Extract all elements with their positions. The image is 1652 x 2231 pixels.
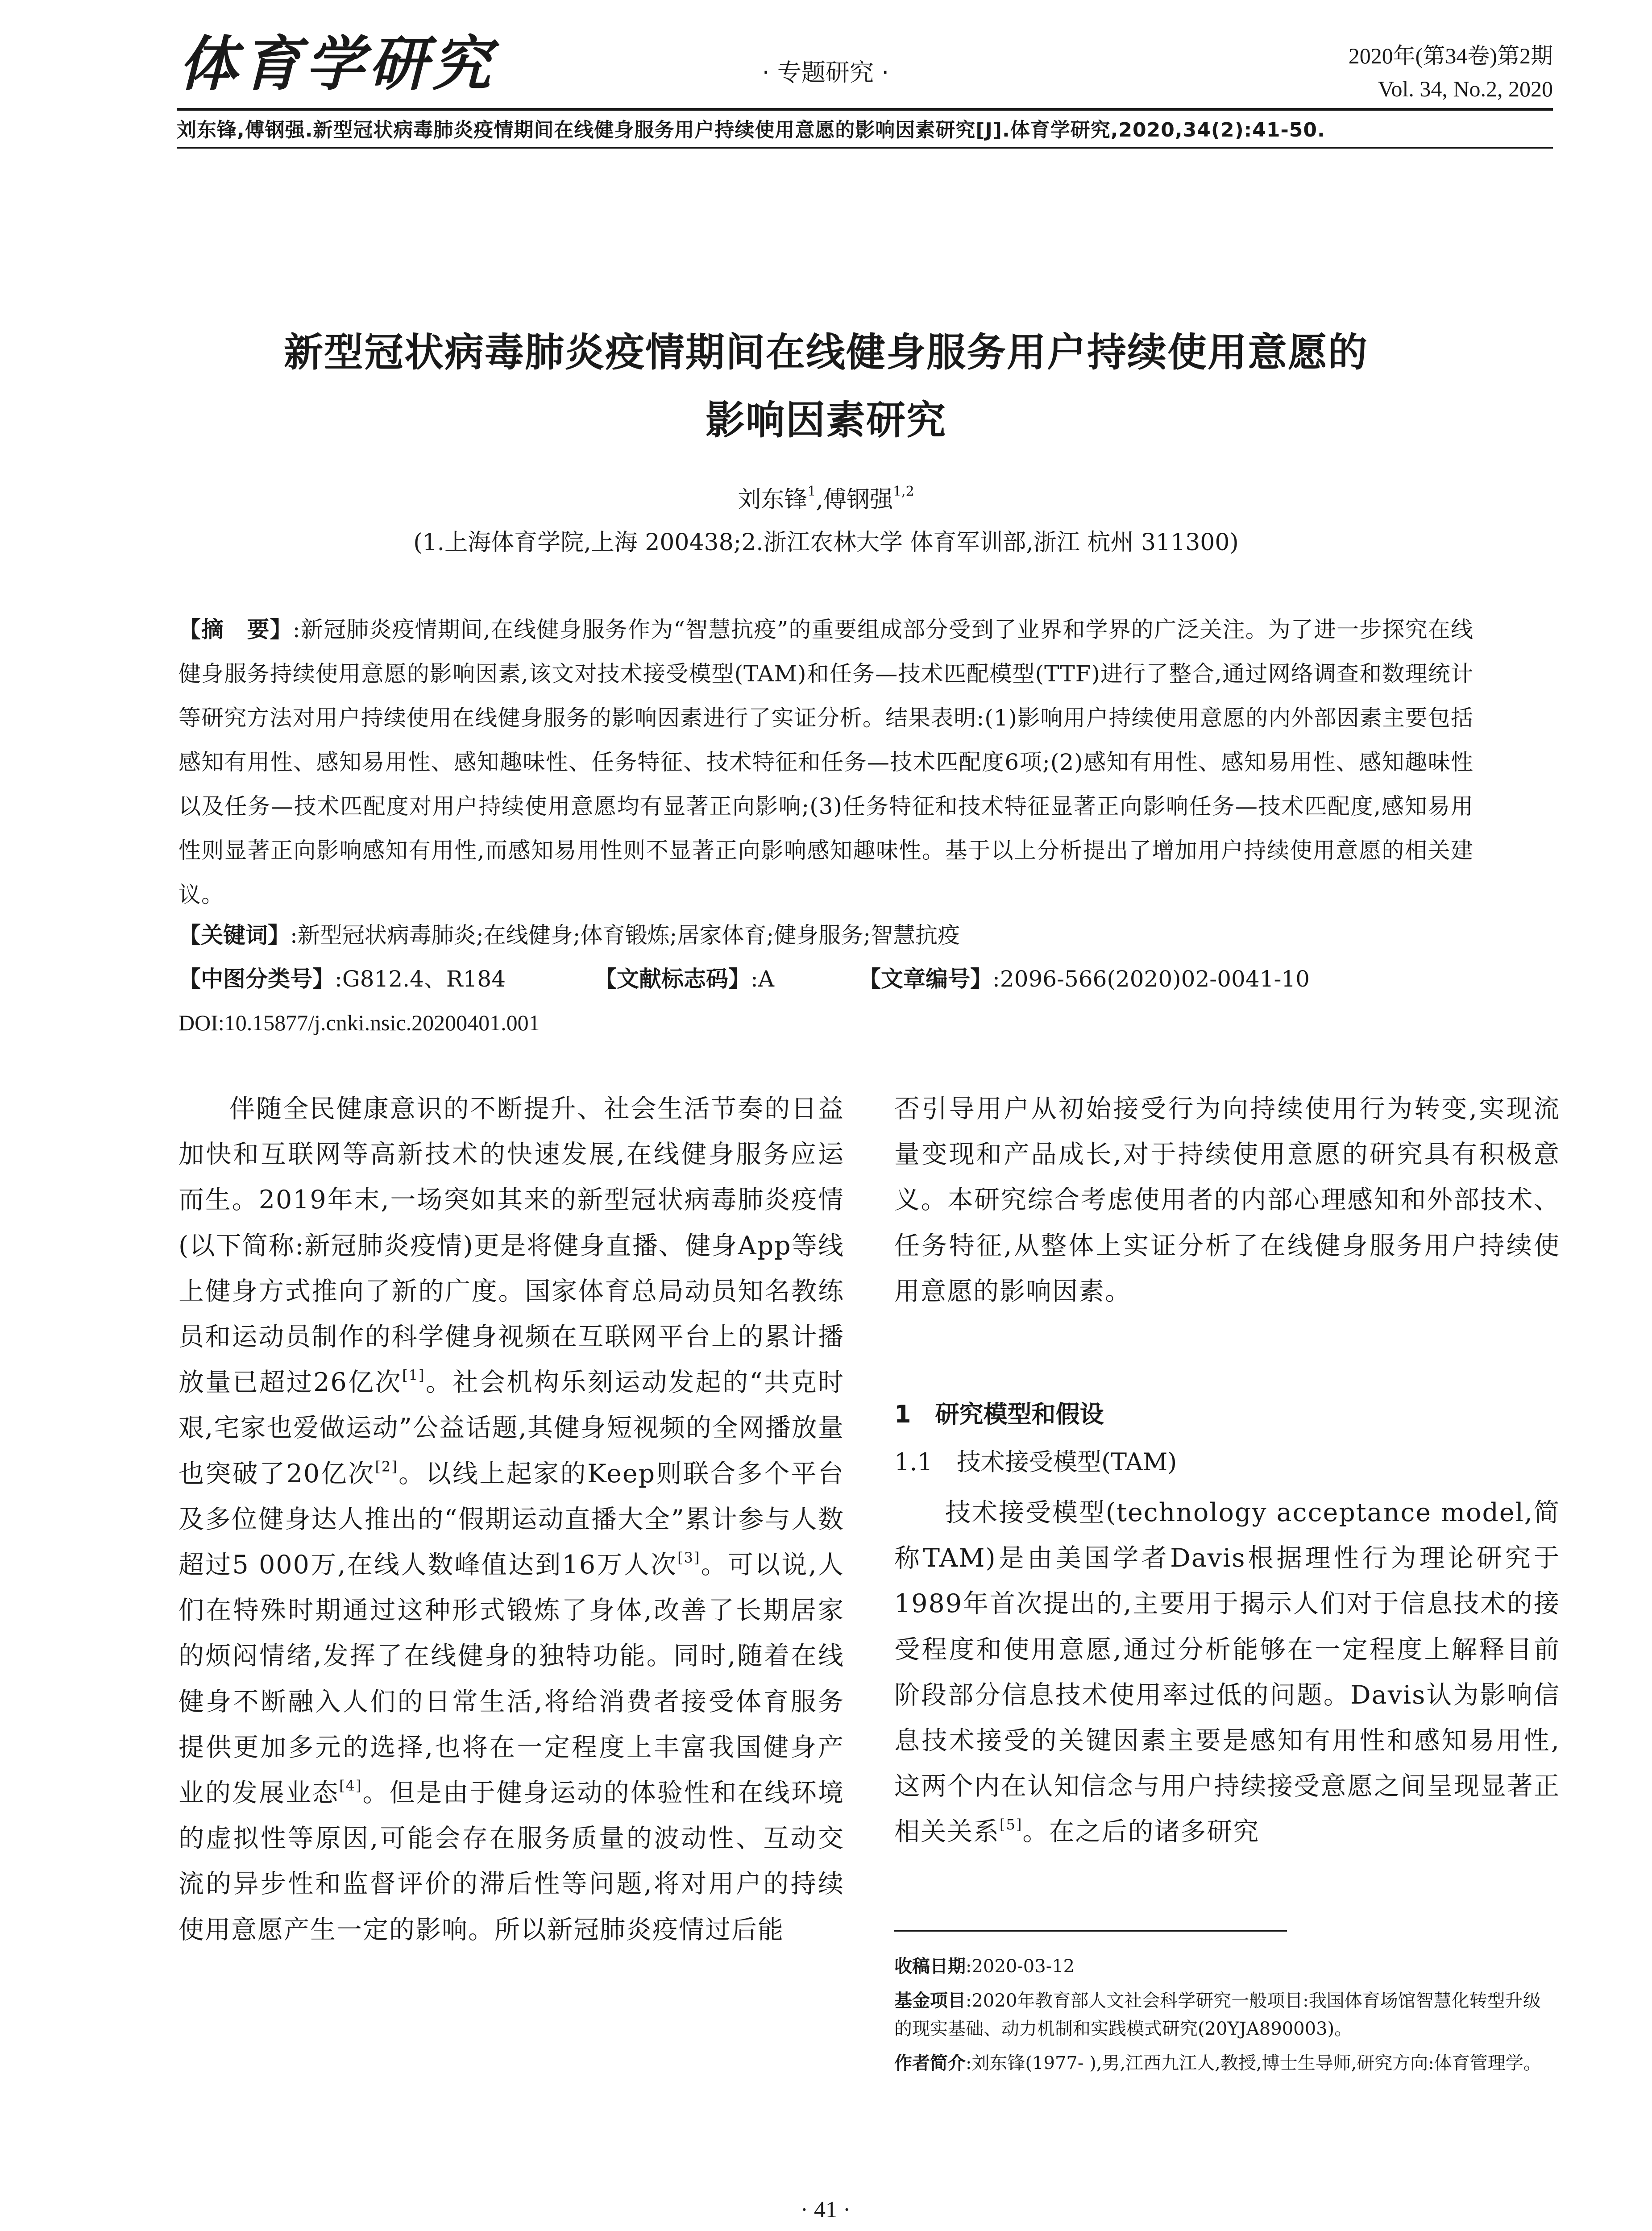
article-no-value: :2096-566(2020)02-0041-10 — [992, 966, 1310, 992]
article-number — [859, 961, 1310, 997]
fund-value: :2020年教育部人文社会科学研究一般项目:我国体育场馆智慧化转型升级的现实基础、动力机制和实践模式研究(20YJA890003)。 — [894, 1990, 1541, 2039]
authors — [178, 482, 1474, 518]
body-paragraph: 否引导用户从初始接受行为向持续使用行为转变,实现流量变现和产品成长,对于持续使用意愿的研究具有积极意义。本研究综合考虑使用者的内部心理感知和外部技术、任务特征,从整体上实证分析了在线健身服务用户持续使用意愿的影响因素。 — [894, 1094, 1560, 1306]
author-separator: , — [816, 486, 823, 513]
issue-info — [1349, 39, 1553, 105]
citation-ref[interactable]: [3] — [677, 1549, 701, 1567]
doi[interactable]: DOI:10.15877/j.cnki.nsic.20200401.001 — [178, 1010, 540, 1035]
citation-line: 刘东锋,傅钢强.新型冠状病毒肺炎疫情期间在线健身服务用户持续使用意愿的影响因素研究[J].体育学研究,2020,34(2):41-50. — [177, 119, 1325, 141]
page-number: · 41 · — [800, 2197, 851, 2223]
journal-logo: 体育学研究 — [178, 29, 495, 99]
paragraph-text: 。但是由于健身运动的体验性和在线环境的虚拟性等原因,可能会存在服务质量的波动性、互动交流的异步性和监督评价的滞后性等问题,将对用户的持续使用意愿产生一定的影响。所以新冠肺炎疫情过后能 — [178, 1778, 845, 1945]
clc-value: :G812.4、R184 — [335, 966, 506, 992]
footnote-fund — [894, 1987, 1553, 2043]
footnote-received — [894, 1953, 1553, 1981]
section-label: · 专题研究 · — [762, 58, 889, 87]
keywords-label: 【关键词】 — [178, 922, 290, 948]
paragraph-text: 。以线上起家的Keep则联合多个平台及多位健身达人推出的“假期运动直播大全”累计参与人数超过5 000万,在线人数峰值达到16万人次 — [178, 1459, 844, 1580]
doc-code-label: 【文献标志码】 — [594, 966, 751, 992]
paragraph-text: 。在之后的诸多研究 — [1022, 1817, 1260, 1847]
paragraph-text: 。社会机构乐刻运动发起的“共克时艰,宅家也爱做运动”公益话题,其健身短视频的全网播放量也突破了20亿次 — [178, 1368, 845, 1489]
paragraph-text: 。可以说,人们在特殊时期通过这种形式锻炼了身体,改善了长期居家的烦闷情绪,发挥了在线健身的独特功能。同时,随着在线健身不断融入人们的日常生活,将给消费者接受体育服务提供更加多元的选择,也将在一定程度上丰富我国健身产业的发展业态 — [178, 1550, 845, 1808]
keywords — [178, 917, 1474, 953]
author-bio-value: :刘东锋(1977- ),男,江西九江人,教授,博士生导师,研究方向:体育管理学。 — [966, 2053, 1541, 2073]
right-column-tam — [894, 1490, 1560, 1855]
citation-ref[interactable]: [2] — [375, 1458, 398, 1475]
received-label: 收稿日期 — [894, 1956, 966, 1977]
body-paragraph — [894, 1490, 1560, 1855]
title-line-2: 影响因素研究 — [705, 397, 946, 443]
subsection-heading: 1.1 技术接受模型(TAM) — [894, 1448, 1177, 1476]
footnote-author — [894, 2049, 1553, 2078]
left-column — [178, 1086, 844, 1953]
fund-label: 基金项目 — [894, 1990, 966, 2011]
abstract-label: 【摘 要】 — [178, 617, 293, 643]
citation-ref[interactable]: [5] — [1000, 1816, 1023, 1833]
abstract — [178, 608, 1474, 917]
header-rule-thin — [177, 147, 1553, 149]
footnotes — [894, 1953, 1553, 2084]
document-code — [594, 961, 774, 997]
keywords-text: :新型冠状病毒肺炎;在线健身;体育锻炼;居家体育;健身服务;智慧抗疫 — [290, 922, 960, 948]
citation-ref[interactable]: [1] — [402, 1367, 425, 1384]
received-value: :2020-03-12 — [966, 1956, 1075, 1977]
abstract-text: :新冠肺炎疫情期间,在线健身服务作为“智慧抗疫”的重要组成部分受到了业界和学界的广泛关注。为了进一步探究在线健身服务持续使用意愿的影响因素,该文对技术接受模型(TAM)和任务—技术匹配模型(TTF)进行了整合,通过网络调查和数理统计等研究方法对用户持续使用在线健身服务的影响因素进行了实证分析。结果表明:(1)影响用户持续使用意愿的内外部因素主要包括感知有用性、感知易用性、感知趣味性、任务特征、技术特征和任务—技术匹配度6项;(2)感知有用性、感知易用性、感知趣味性以及任务—技术匹配度对用户持续使用意愿均有显著正向影响;(3)任务特征和技术特征显著正向影响任务—技术匹配度,感知易用性则显著正向影响感知有用性,而感知易用性则不显著正向影响感知趣味性。基于以上分析提出了增加用户持续使用意愿的相关建议。 — [178, 617, 1474, 908]
clc-label: 【中图分类号】 — [178, 966, 335, 992]
author-affiliation-mark: 1,2 — [892, 484, 914, 499]
header-rule — [177, 108, 1553, 111]
affiliations: (1.上海体育学院,上海 200438;2.浙江农林大学 体育军训部,浙江 杭州 311300) — [413, 529, 1239, 556]
clc-number — [178, 961, 506, 997]
title-line-1: 新型冠状病毒肺炎疫情期间在线健身服务用户持续使用意愿的 — [283, 329, 1368, 375]
paragraph-text: 伴随全民健康意识的不断提升、社会生活节奏的日益加快和互联网等高新技术的快速发展,在线健身服务应运而生。2019年末,一场突如其来的新型冠状病毒肺炎疫情(以下简称:新冠肺炎疫情)更是将健身直播、健身App等线上健身方式推向了新的广度。国家体育总局动员知名教练员和运动员制作的科学健身视频在互联网平台上的累计播放量已超过26亿次 — [178, 1094, 844, 1397]
citation-ref[interactable]: [4] — [339, 1777, 362, 1795]
author-name: 刘东锋 — [738, 486, 808, 513]
issue-line-2: Vol. 34, No.2, 2020 — [1378, 76, 1553, 101]
article-title — [178, 319, 1474, 454]
doc-code-value: :A — [751, 966, 774, 992]
section-heading: 1 研究模型和假设 — [894, 1400, 1104, 1428]
right-column-intro — [894, 1086, 1560, 1314]
footnote-divider — [894, 1930, 1287, 1932]
author-name: 傅钢强 — [823, 486, 893, 513]
article-no-label: 【文章编号】 — [859, 966, 992, 992]
author-affiliation-mark: 1 — [807, 484, 816, 499]
paragraph-text: 技术接受模型(technology acceptance model,简称TAM)是由美国学者Davis根据理性行为理论研究于1989年首次提出的,主要用于揭示人们对于信息技术的接受程度和使用意愿,通过分析能够在一定程度上解释目前阶段部分信息技术使用率过低的问题。Davis认为影响信息技术接受的关键因素主要是感知有用性和感知易用性,这两个内在认知信念与用户持续接受意愿之间呈现显著正相关关系 — [894, 1498, 1560, 1847]
author-bio-label: 作者简介 — [894, 2053, 966, 2073]
issue-line-1: 2020年(第34卷)第2期 — [1348, 43, 1553, 68]
body-paragraph — [178, 1086, 844, 1953]
